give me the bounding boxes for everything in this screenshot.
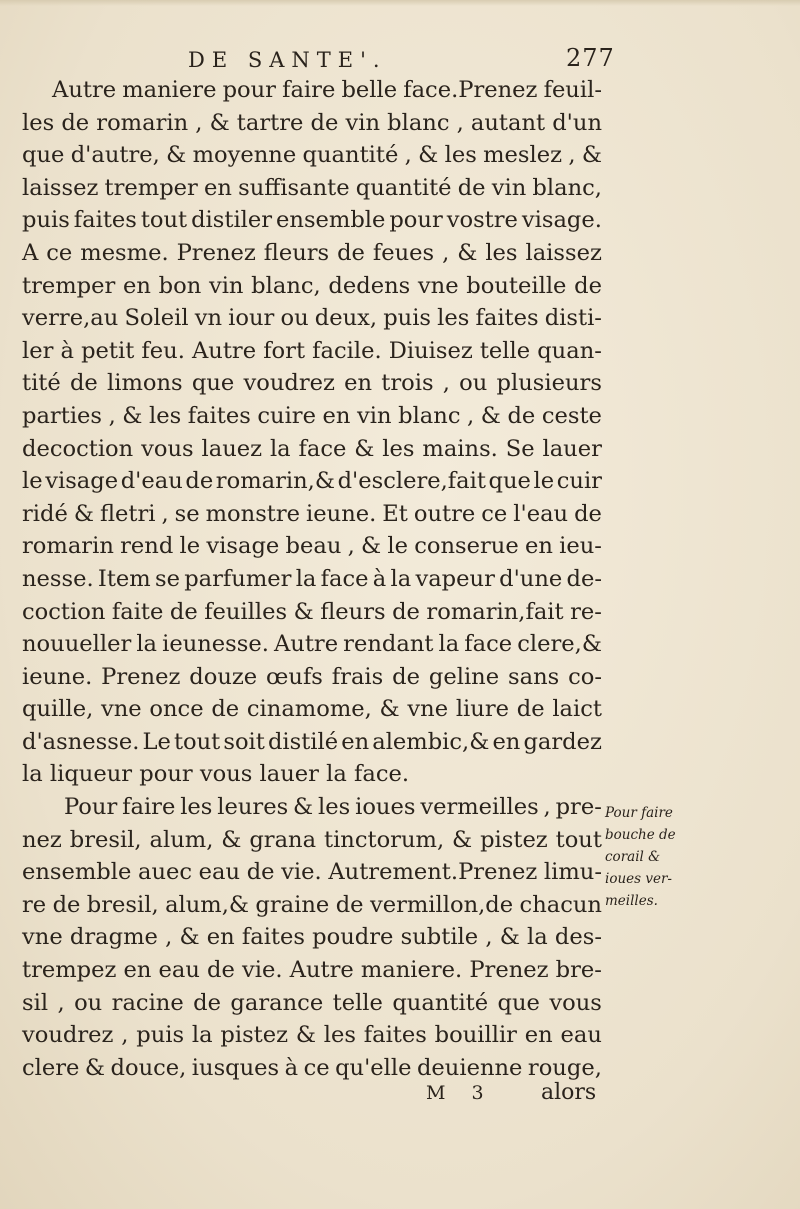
text-line: voudrez , puis la pistez & les faites bouillir en eau — [22, 1022, 602, 1049]
text-line: decoction vous lauez la face & les mains. Se lauer — [22, 435, 602, 462]
text-line: que d'autre, & moyenne quantité , & les meslez , & — [22, 142, 602, 169]
text-line: A ce mesme. Prenez fleurs de feues , & les laissez — [22, 239, 602, 266]
text-line: parties , & les faites cuire en vin blanc , & de ceste — [22, 402, 602, 429]
text-line: ieune. Prenez douze œufs frais de geline sans co- — [22, 663, 602, 690]
body-text — [22, 74, 602, 1084]
text-line: trempez en eau de vie. Autre maniere. Prenez bre- — [22, 957, 602, 984]
text-line: le visage d'eau de romarin,& d'esclere,fait que le cuir — [22, 468, 602, 495]
text-line: puis faites tout distiler ensemble pour vostre visage. — [22, 207, 602, 234]
signature-mark: M 3 — [426, 1082, 494, 1104]
text-line: tité de limons que voudrez en trois , ou plusieurs — [22, 370, 602, 397]
page-footer — [0, 1077, 800, 1109]
text-line: nouueller la ieunesse. Autre rendant la face clere,& — [22, 631, 602, 658]
margin-note-line: Pour faire — [605, 805, 673, 821]
text-line: nesse. Item se parfumer la face à la vapeur d'une de- — [22, 565, 602, 592]
text-line: coction faite de feuilles & fleurs de romarin,fait re- — [22, 598, 602, 625]
text-line: nez bresil, alum, & grana tinctorum, & pistez tout — [22, 826, 602, 853]
catchword: alors — [541, 1080, 597, 1105]
running-title: DE SANTE'. — [188, 48, 387, 72]
page-number: 277 — [566, 44, 615, 72]
text-line: Autre maniere pour faire belle face.Prenez feuil- — [52, 77, 602, 103]
text-line: Pour faire les leures & les ioues vermeilles , pre- — [64, 794, 602, 821]
margin-note-line: meilles. — [605, 893, 658, 909]
text-line: vne dragme , & en faites poudre subtile , & la des- — [22, 924, 602, 951]
text-line: ridé & fletri , se monstre ieune. Et outre ce l'eau de — [22, 500, 602, 527]
page-top-edge — [0, 0, 800, 6]
text-line: d'asnesse. Le tout soit distilé en alembic,& en gardez — [22, 728, 602, 755]
text-line: re de bresil, alum,& graine de vermillon,de chacun — [22, 891, 602, 918]
text-line: les de romarin , & tartre de vin blanc , autant d'un — [22, 109, 602, 136]
text-line: tremper en bon vin blanc, dedens vne bouteille de — [22, 272, 602, 299]
margin-note-line: ioues ver- — [605, 871, 672, 887]
margin-note — [605, 802, 697, 912]
text-line: quille, vne once de cinamome, & vne liure de laict — [22, 696, 602, 723]
text-line: romarin rend le visage beau , & le conserue en ieu- — [22, 533, 602, 560]
text-line: ensemble auec eau de vie. Autrement.Prenez limu- — [22, 859, 602, 886]
margin-note-line: bouche de — [605, 827, 676, 843]
text-line: la liqueur pour vous lauer la face. — [22, 761, 410, 788]
text-line: clere & douce, iusques à ce qu'elle deuienne rouge, — [22, 1054, 602, 1081]
margin-note-line: corail & — [605, 849, 661, 865]
text-line: verre,au Soleil vn iour ou deux, puis les faites disti- — [22, 305, 602, 332]
text-line: sil , ou racine de garance telle quantité que vous — [22, 989, 602, 1016]
text-line: laissez tremper en suffisante quantité de vin blanc, — [22, 174, 602, 201]
text-line: ler à petit feu. Autre fort facile. Diuisez telle quan- — [22, 337, 602, 364]
